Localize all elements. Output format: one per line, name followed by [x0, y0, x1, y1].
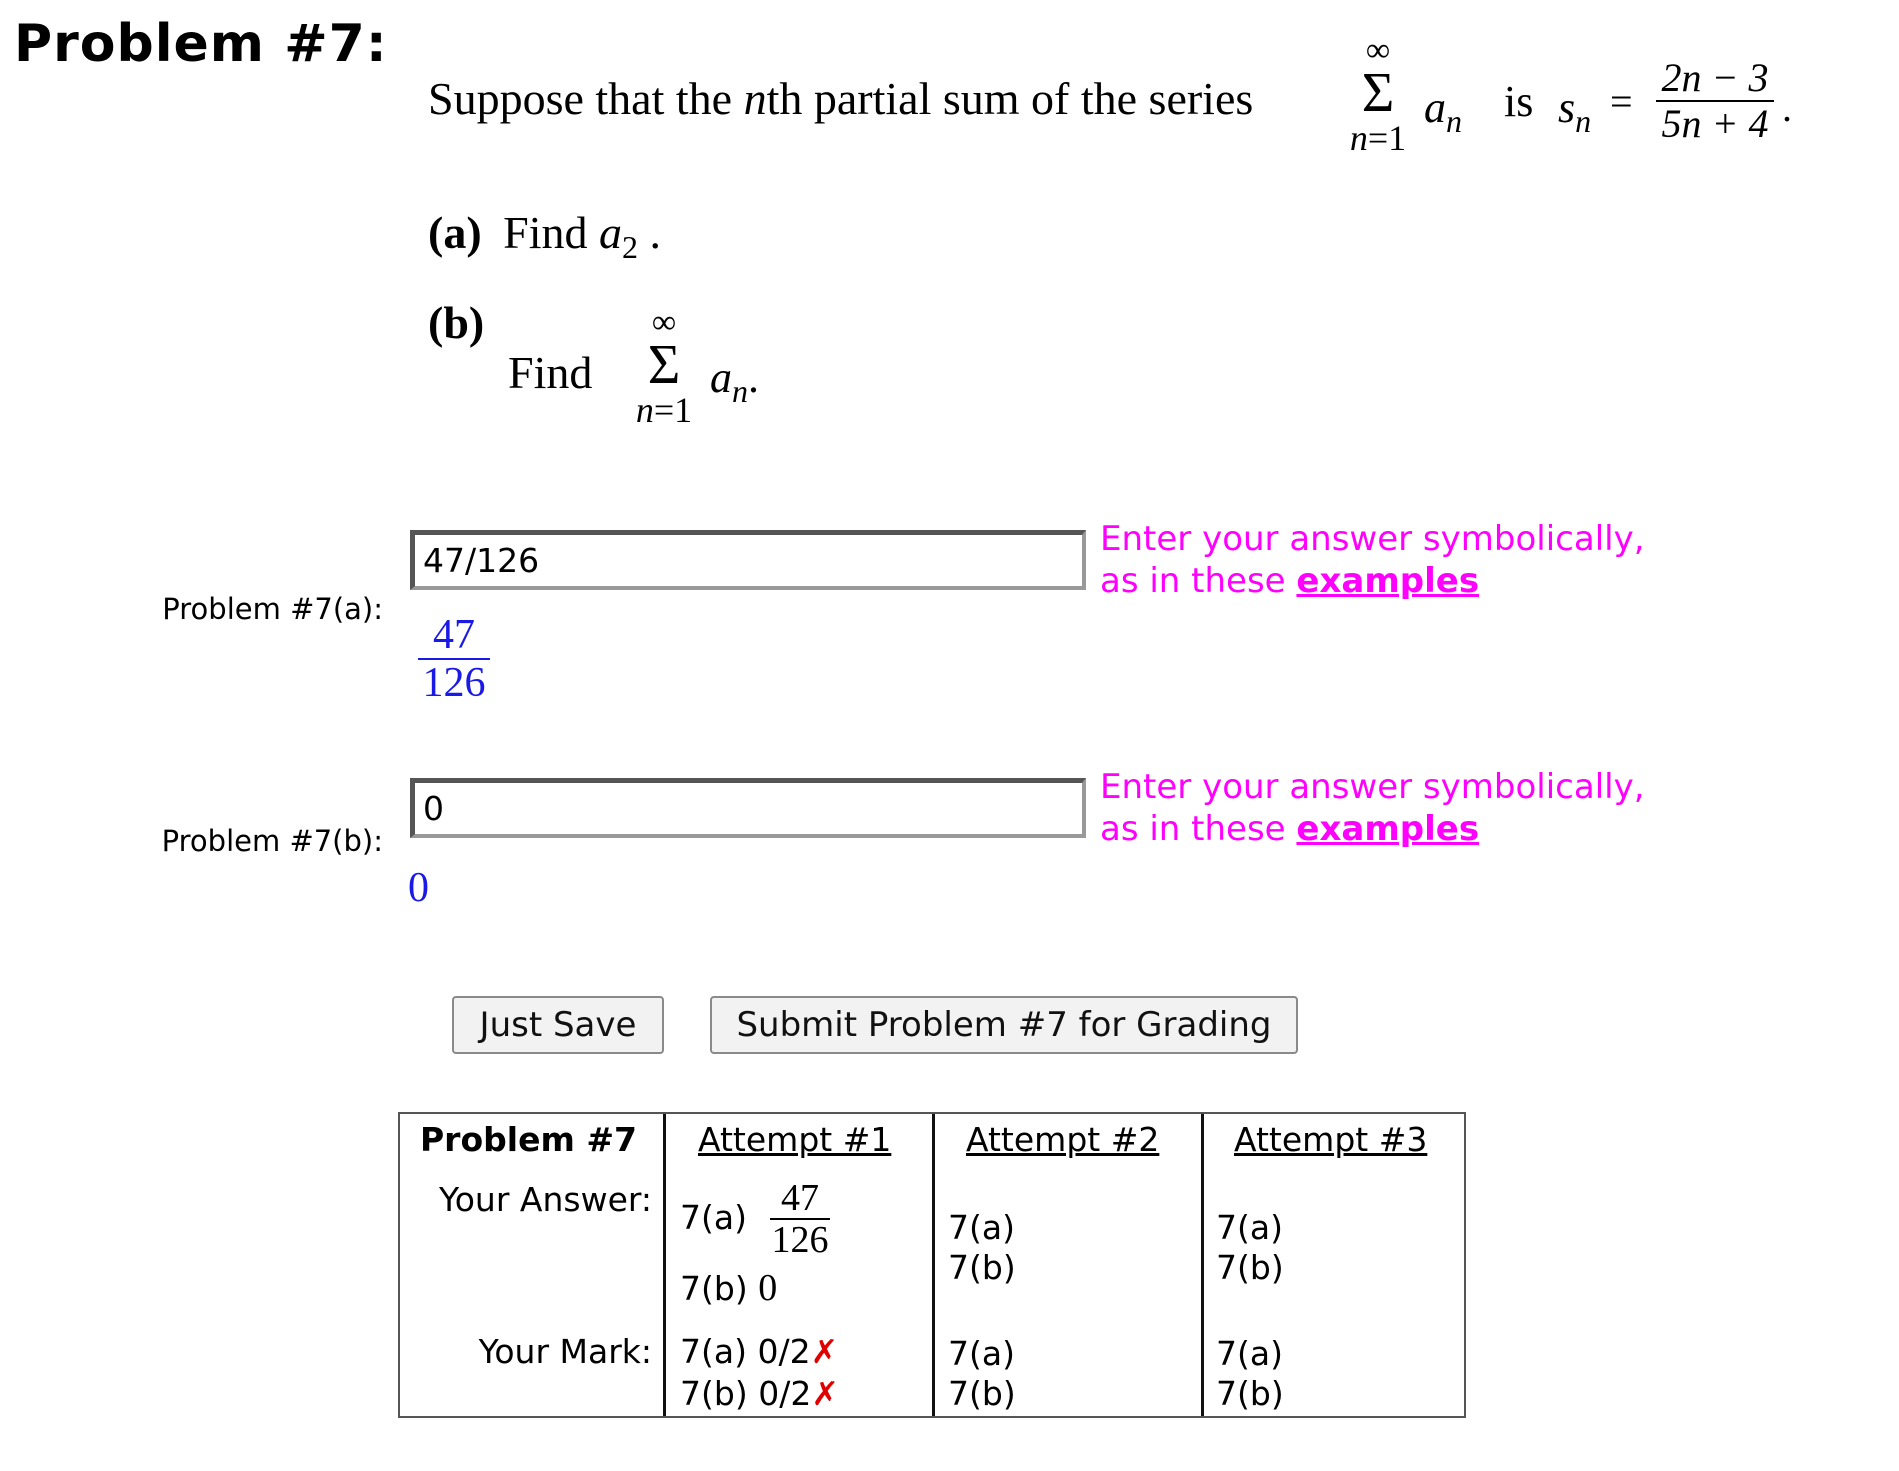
attempt-3-a-mark: 7(a) [1216, 1334, 1283, 1373]
attempt-1-a-mark: 7(a) 0/2✗ [680, 1332, 839, 1371]
attempt-2-b-mark: 7(b) [948, 1374, 1016, 1413]
attempt-3-b-answer: 7(b) [1216, 1248, 1284, 1287]
sigma-icon: Σ [647, 334, 681, 396]
answer-b-label: Problem #7(b): [161, 824, 383, 858]
answer-b-input[interactable] [410, 778, 1086, 838]
fraction-denominator: 5n + 4 [1656, 100, 1774, 146]
attempt-1-link[interactable]: Attempt #1 [698, 1120, 892, 1159]
statement-var: n [743, 73, 767, 124]
attempt-3-a-answer: 7(a) [1216, 1208, 1283, 1247]
is-text: is [1504, 77, 1534, 126]
sigma-icon: Σ [1361, 62, 1395, 124]
equals-sign: = [1610, 79, 1633, 124]
table-divider [1201, 1114, 1204, 1416]
attempt-1-a-fraction: $\frac{47}{126}$ [771, 1177, 829, 1261]
preview-numerator: 47 [433, 612, 475, 658]
attempt-2-link[interactable]: Attempt #2 [966, 1120, 1160, 1159]
partial-sum-fraction [1656, 56, 1774, 146]
table-divider [932, 1114, 935, 1416]
part-a-label: (a) [428, 207, 482, 258]
sum-upper-limit: ∞ [1365, 32, 1391, 69]
attempt-2-b-answer: 7(b) [948, 1248, 1016, 1287]
answer-a-preview [418, 612, 490, 706]
answer-a-label: Problem #7(a): [162, 592, 383, 626]
answer-b-hint: Enter your answer symbolically, as in these examples [1100, 767, 1645, 849]
preview-denominator: 126 [418, 658, 490, 706]
attempt-1-b-mark: 7(b) 0/2✗ [680, 1374, 839, 1413]
x-mark-icon: ✗ [810, 1332, 839, 1371]
problem-title: Problem #7: [14, 14, 388, 74]
your-mark-label: Your Mark: [478, 1332, 652, 1371]
just-save-button[interactable]: Just Save [452, 996, 664, 1054]
attempt-3-link[interactable]: Attempt #3 [1234, 1120, 1428, 1159]
partial-sum-var: $s_n$ [1558, 83, 1592, 139]
attempt-2-a-answer: 7(a) [948, 1208, 1015, 1247]
statement-text-2: th partial sum of the series [766, 73, 1254, 124]
answer-a-hint: Enter your answer symbolically, as in these examples [1100, 519, 1645, 601]
fraction-numerator: 2n − 3 [1661, 55, 1769, 100]
examples-link[interactable]: examples [1296, 809, 1480, 849]
x-mark-icon: ✗ [811, 1374, 839, 1413]
attempt-2-a-mark: 7(a) [948, 1334, 1015, 1373]
examples-link[interactable]: examples [1296, 561, 1480, 601]
submit-button[interactable]: Submit Problem #7 for Grading [710, 996, 1298, 1054]
your-answer-label: Your Answer: [438, 1180, 652, 1219]
table-header-problem: Problem #7 [420, 1120, 637, 1159]
statement-text: Suppose that the [428, 73, 744, 124]
attempt-3-b-mark: 7(b) [1216, 1374, 1284, 1413]
statement-period: . [1782, 85, 1792, 130]
part-a-var: a [599, 207, 623, 258]
table-divider [663, 1114, 666, 1416]
sum-lower-var: n [1349, 118, 1368, 158]
attempts-table [398, 1112, 1466, 1418]
part-b-sum: ∞ Σ n=1 [624, 306, 704, 430]
answer-b-preview: 0 [408, 865, 429, 911]
part-a-text: Find [503, 207, 588, 258]
attempt-1-b-answer: 7(b) 0 [680, 1267, 778, 1309]
attempt-1-a-tag: 7(a) [680, 1198, 747, 1237]
sum-lower-rest: =1 [1367, 118, 1407, 158]
part-b-label: (b) [428, 297, 485, 348]
part-b-term: $a_n$. [710, 353, 759, 409]
part-a: (a) Find $a_2$ . [428, 207, 662, 266]
series-term: $a_n$ [1424, 83, 1462, 139]
part-b-text: Find [508, 347, 593, 398]
answer-a-input[interactable] [410, 530, 1086, 590]
series-sum [1338, 34, 1418, 158]
problem-statement [428, 72, 1253, 125]
